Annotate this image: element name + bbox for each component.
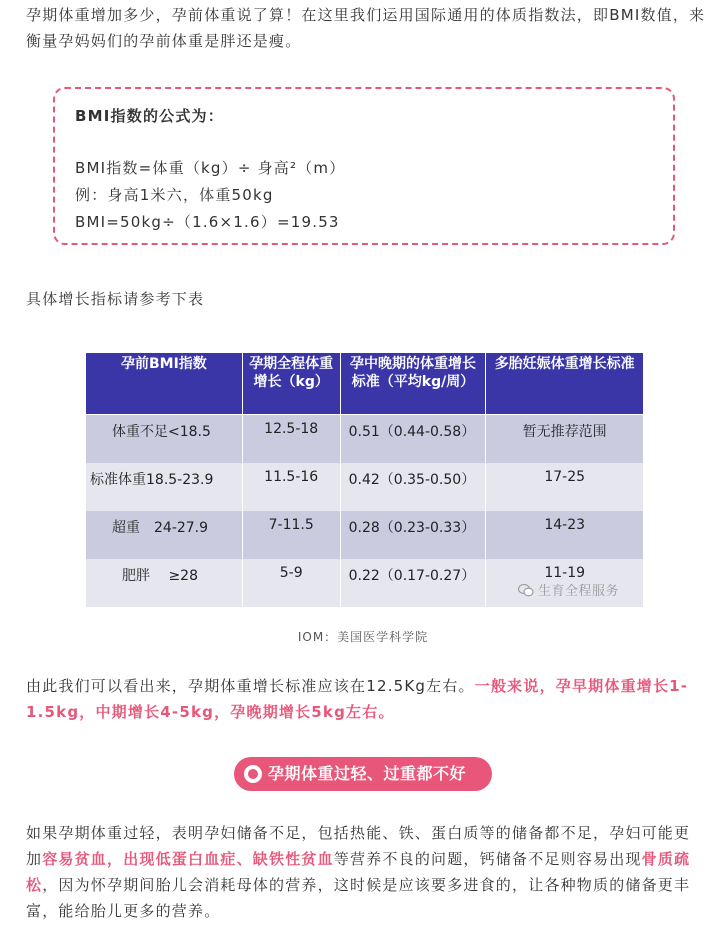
table-cell: 标准体重18.5-23.9 [86, 463, 243, 511]
body-highlight: 容易贫血，出现低蛋白血症、缺铁性贫血 [42, 850, 334, 868]
reference-text: 具体增长指标请参考下表 [26, 290, 205, 308]
table-cell: 7-11.5 [242, 511, 340, 559]
table-cell: 11.5-16 [242, 463, 340, 511]
body-text: 如果孕期体重过轻，表明孕妇储备不足，包括热能、铁、蛋白质等的储备都不足，孕妇可能更加 [26, 824, 691, 868]
table-cell: 0.28（0.23-0.33） [340, 511, 486, 559]
table-cell: 11-19 [486, 559, 644, 607]
body-text: 等营养不良的问题，钙储备不足则容易出现 [333, 850, 642, 868]
section-heading-text: 孕期体重过轻、过重都不好 [268, 764, 467, 783]
header-multiple-gain: 多胎妊娠体重增长标准 [486, 353, 644, 415]
table-cell: 0.22（0.17-0.27） [340, 559, 486, 607]
formula-example: 例：身高1米六，体重50kg [75, 186, 274, 204]
table-cell: 12.5-18 [242, 415, 340, 463]
source-caption: IOM：美国医学科学院 [297, 630, 429, 644]
bmi-formula-box [53, 87, 675, 245]
table-cell: 肥胖 ≥28 [86, 559, 243, 607]
header-bmi: 孕前BMI指数 [86, 353, 243, 415]
weight-gain-table [85, 352, 644, 607]
table-row [86, 415, 644, 463]
table-cell: 体重不足<18.5 [86, 415, 243, 463]
conclusion-paragraph [26, 673, 706, 725]
ring-icon [244, 765, 262, 783]
section-heading [234, 757, 492, 791]
formula-title: BMI指数的公式为： [75, 107, 224, 125]
header-total-gain: 孕期全程体重增长（kg） [242, 353, 340, 415]
table-row [86, 463, 644, 511]
table-cell: 暂无推荐范围 [486, 415, 644, 463]
formula-definition: BMI指数=体重（kg）÷ 身高²（m） [75, 159, 346, 177]
intro-paragraph: 孕期体重增加多少，孕前体重说了算！在这里我们运用国际通用的体质指数法，即BMI数值，来衡量孕妈妈们的孕前体重是胖还是瘦。 [26, 6, 706, 50]
watermark [518, 580, 619, 599]
watermark-text: 生育全程服务 [538, 584, 620, 599]
formula-calculation: BMI=50kg÷（1.6×1.6）=19.53 [75, 213, 340, 231]
body-highlight: 骨质疏松 [26, 850, 691, 894]
table-cell: 14-23 [486, 511, 644, 559]
table-cell: 超重 24-27.9 [86, 511, 243, 559]
wechat-icon [518, 584, 534, 597]
conclusion-highlight: 一般来说，孕早期体重增长1-1.5kg，中期增长4-5kg，孕晚期增长5kg左右。 [26, 677, 689, 721]
table-cell: 0.51（0.44-0.58） [340, 415, 486, 463]
table-cell: 5-9 [242, 559, 340, 607]
table-cell: 17-25 [486, 463, 644, 511]
conclusion-text: 由此我们可以看出来，孕期体重增长标准应该在12.5Kg左右。 [26, 677, 475, 695]
table-row [86, 511, 644, 559]
table-cell: 0.42（0.35-0.50） [340, 463, 486, 511]
header-weekly-gain: 孕中晚期的体重增长标准（平均kg/周） [340, 353, 486, 415]
table-header-row [86, 353, 644, 415]
body-paragraph [26, 820, 706, 924]
body-text: ，因为怀孕期间胎儿会消耗母体的营养，这时候是应该要多进食的，让各种物质的储备更丰富，能给胎儿更多的营养。 [26, 876, 691, 920]
